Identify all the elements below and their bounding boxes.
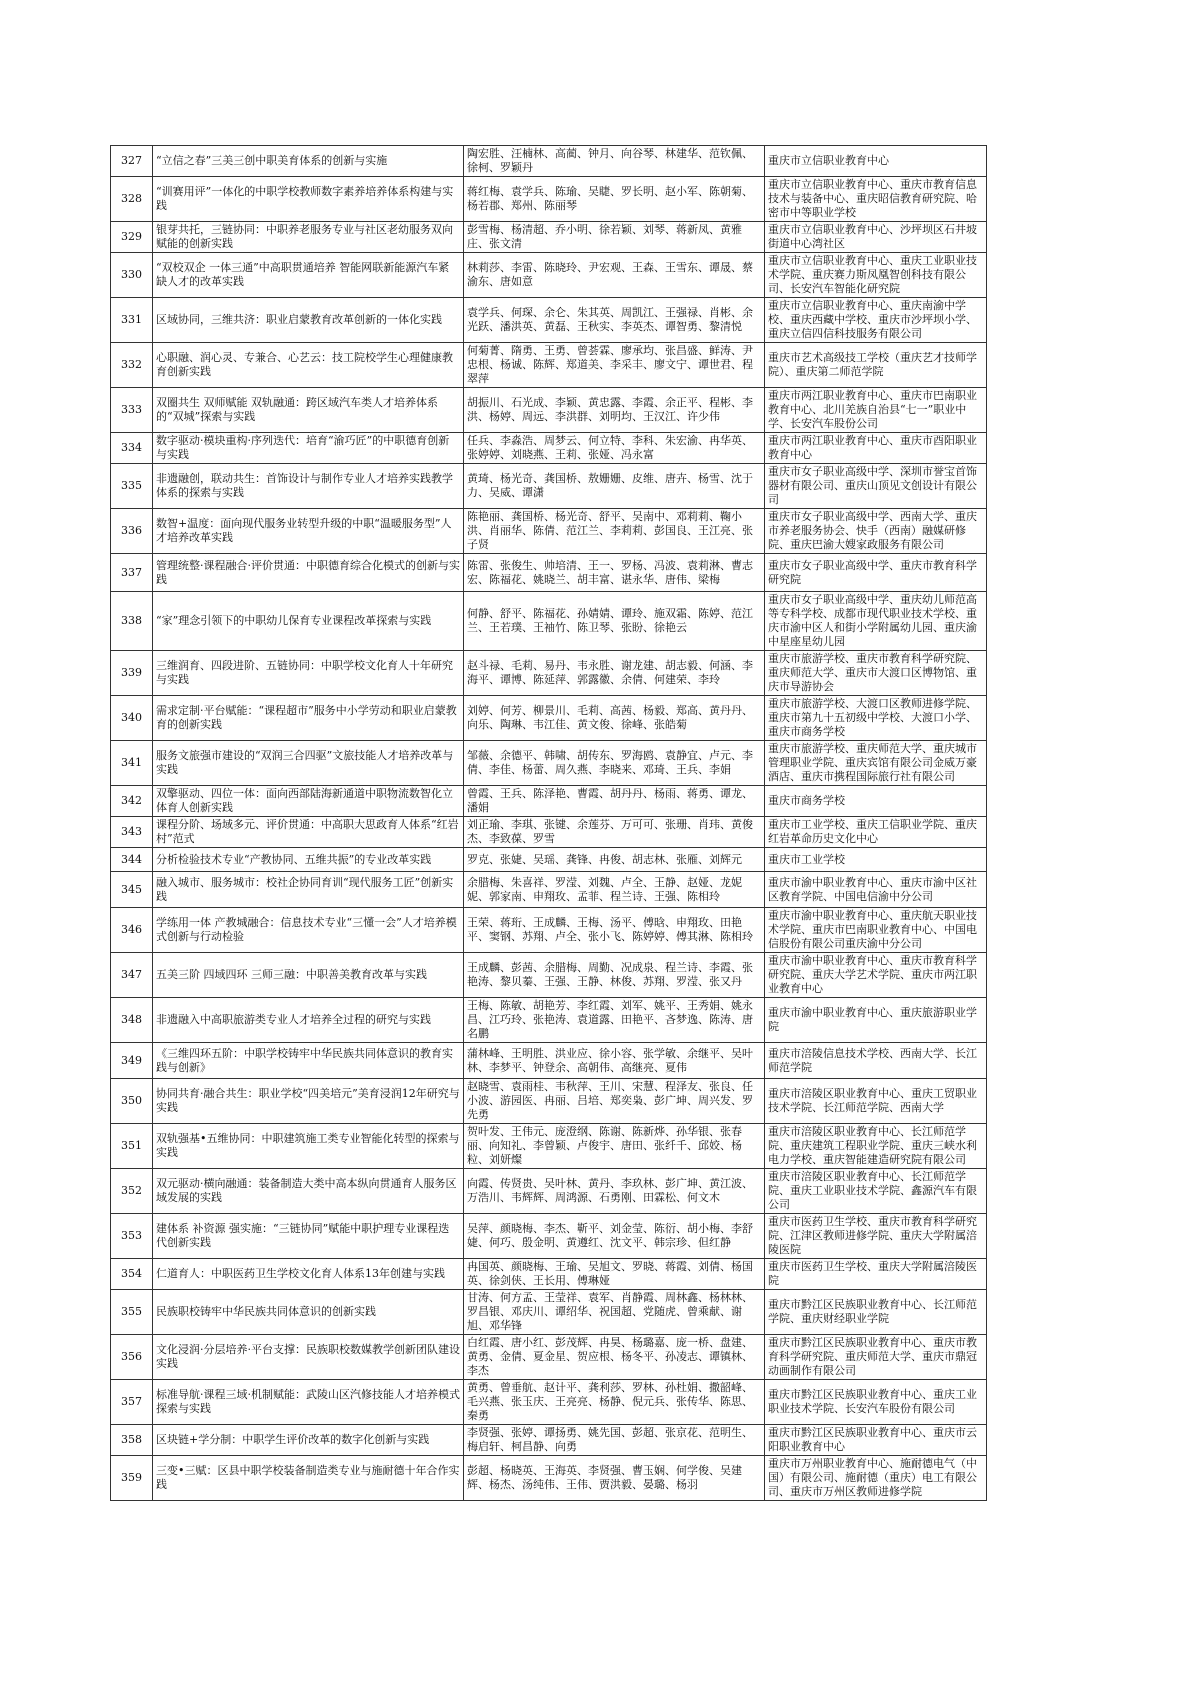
completing-units: 重庆市渝中职业教育中心、重庆航天职业技术学院、重庆市巴南职业教育中心、中国电信股份有限公司重庆渝中分公司 (768, 909, 977, 950)
project-title-cell (153, 998, 464, 1043)
project-title-cell (153, 786, 464, 817)
row-number-cell (111, 177, 153, 222)
team-members: 罗克、张婕、吴瑶、龚锋、冉俊、胡志林、张雁、刘辉元 (467, 852, 742, 866)
project-title: “立信之春”三美三创中职美育体系的创新与实施 (156, 154, 388, 167)
team-members-cell (464, 298, 765, 343)
results-table (110, 145, 987, 1501)
team-members: 陈艳丽、龚国桥、杨光奇、舒平、吴南中、邓莉莉、鞠小洪、肖丽华、陈倩、范江兰、李莉莉、彭国良、王江亮、张子贤 (467, 510, 753, 551)
completing-units: 重庆市艺术高级技工学校（重庆艺才技师学院）、重庆第二师范学院 (768, 351, 977, 378)
row-number: 334 (121, 441, 142, 454)
completing-units-cell (765, 741, 987, 786)
team-members-cell (464, 1043, 765, 1079)
row-number: 346 (121, 923, 142, 936)
team-members-cell (464, 848, 765, 872)
project-title: 五美三阶 四域四环 三师三融：中职善美教育改革与实践 (156, 968, 427, 981)
completing-units: 重庆市商务学校 (768, 794, 845, 807)
completing-units-cell (765, 1259, 987, 1290)
row-number-cell (111, 592, 153, 651)
completing-units-cell (765, 1169, 987, 1214)
row-number-cell (111, 298, 153, 343)
table-row (111, 953, 987, 998)
table-row (111, 998, 987, 1043)
row-number: 329 (121, 230, 142, 243)
completing-units-cell (765, 433, 987, 464)
team-members: 任兵、李淼浩、周梦云、何立特、李科、朱宏渝、冉华英、张婷婷、刘晓燕、王莉、张娅、冯永富 (467, 434, 753, 461)
completing-units: 重庆市女子职业高级中学、深圳市誉宝首饰器材有限公司、重庆山顶见文创设计有限公司 (768, 465, 977, 506)
team-members: 陶宏胜、汪楠林、高蔺、钟月、向谷琴、林建华、范钦佩、徐柯、罗颖丹 (467, 147, 753, 174)
team-members: 曾霞、王兵、陈泽艳、曹霞、胡丹丹、杨雨、蒋勇、谭龙、潘娟 (467, 787, 753, 814)
completing-units-cell (765, 1043, 987, 1079)
team-members: 赵晓雪、袁雨桂、韦秋萍、王川、宋慧、程泽友、张良、任小波、游园医、冉丽、吕培、郑奕枭、彭广坤、周兴发、罗先勇 (467, 1080, 753, 1121)
row-number-cell (111, 222, 153, 253)
team-members-cell (464, 953, 765, 998)
completing-units: 重庆市工业学校 (768, 852, 845, 866)
row-number: 348 (121, 1013, 142, 1026)
project-title-cell (153, 696, 464, 741)
team-members-cell (464, 1079, 765, 1124)
team-members: 何菊菁、隋勇、王勇、曾荟霖、廖承均、张昌盛、鲜涛、尹忠根、杨诚、陈辉、郑道美、李采丰、廖文宁、谭世君、程翠萍 (467, 344, 753, 385)
project-title: 心职融、润心灵、专兼合、心艺云：技工院校学生心理健康教育创新实践 (156, 351, 453, 378)
project-title-cell (153, 146, 464, 177)
row-number: 359 (121, 1471, 142, 1484)
completing-units: 重庆市立信职业教育中心、重庆市教育信息技术与装备中心、重庆昭信教育研究院、哈密市中等职业学校 (768, 178, 977, 219)
row-number-cell (111, 1335, 153, 1380)
table-row (111, 1169, 987, 1214)
table-row (111, 741, 987, 786)
row-number-cell (111, 343, 153, 388)
table-row (111, 554, 987, 592)
project-title: 双擎驱动、四位一体：面向西部陆海新通道中职物流数智化立体育人创新实践 (156, 787, 453, 814)
project-title-cell (153, 741, 464, 786)
row-number-cell (111, 554, 153, 592)
project-title: 民族职校铸牢中华民族共同体意识的创新实践 (156, 1305, 376, 1318)
project-title-cell (153, 953, 464, 998)
project-title: “训赛用评”一体化的中职学校教师数字素养培养体系构建与实践 (156, 185, 454, 212)
project-title-cell (153, 1214, 464, 1259)
project-title-cell (153, 817, 464, 848)
table-row (111, 433, 987, 464)
table-row (111, 1380, 987, 1425)
completing-units-cell (765, 1335, 987, 1380)
row-number: 337 (121, 565, 142, 579)
table-row (111, 1214, 987, 1259)
row-number: 354 (121, 1267, 142, 1280)
completing-units-cell (765, 177, 987, 222)
table-row (111, 848, 987, 872)
completing-units-cell (765, 1425, 987, 1456)
completing-units: 重庆市工业学校、重庆工信职业学院、重庆红岩革命历史文化中心 (768, 818, 977, 845)
completing-units-cell (765, 554, 987, 592)
team-members-cell (464, 786, 765, 817)
project-title: 服务文旅强市建设的“双润三合四驱”文旅技能人才培养改革与实践 (156, 749, 454, 776)
row-number-cell (111, 1079, 153, 1124)
row-number-cell (111, 1169, 153, 1214)
project-title: 三维润育、四段进阶、五链协同：中职学校文化育人十年研究与实践 (156, 659, 453, 686)
completing-units-cell (765, 1290, 987, 1335)
project-title: 建体系 补资源 强实施：“三链协同”赋能中职护理专业课程迭代创新实践 (156, 1222, 450, 1249)
project-title-cell (153, 1124, 464, 1169)
team-members: 黄琦、杨光奇、龚国桥、敖姗姗、皮维、唐卉、杨雪、沈于力、吴威、谭潇 (467, 472, 753, 499)
row-number: 345 (121, 882, 142, 896)
team-members-cell (464, 1290, 765, 1335)
team-members: 吴萍、颜晓梅、李杰、靳平、刘金莹、陈衍、胡小梅、李舒婕、何巧、殷金明、黄遵红、沈文平、韩宗珍、但红静 (467, 1222, 753, 1249)
project-title: 双轨强基•五维协同：中职建筑施工类专业智能化转型的探索与实践 (156, 1132, 460, 1159)
project-title: 非遗融入中高职旅游类专业人才培养全过程的研究与实践 (156, 1013, 431, 1026)
team-members-cell (464, 433, 765, 464)
team-members: 何静、舒平、陈福花、孙婧婧、谭玲、施双霜、陈婷、范江兰、王若璞、王袖竹、陈卫琴、张盼、徐艳云 (467, 607, 753, 634)
completing-units-cell (765, 464, 987, 509)
completing-units: 重庆市黔江区民族职业教育中心、重庆市云阳职业教育中心 (768, 1426, 977, 1453)
completing-units: 重庆市旅游学校、重庆市教育科学研究院、重庆师范大学、重庆市大渡口区博物馆、重庆市导游协会 (768, 652, 977, 693)
project-title: “家”理念引领下的中职幼儿保育专业课程改革探索与实践 (156, 614, 432, 627)
completing-units: 重庆市女子职业高级中学、重庆幼儿师范高等专科学校、成都市现代职业技术学校、重庆市渝中区人和街小学附属幼儿园、重庆渝中星座星幼儿园 (768, 593, 977, 648)
team-members-cell (464, 1124, 765, 1169)
completing-units: 重庆市旅游学校、大渡口区教师进修学院、重庆市第九十五初级中学校、大渡口小学、重庆市商务学校 (768, 697, 977, 738)
team-members-cell (464, 741, 765, 786)
completing-units-cell (765, 592, 987, 651)
project-title-cell (153, 177, 464, 222)
team-members-cell (464, 908, 765, 953)
team-members-cell (464, 146, 765, 177)
completing-units-cell (765, 343, 987, 388)
completing-units: 重庆市渝中职业教育中心、重庆市教育科学研究院、重庆大学艺术学院、重庆市两江职业教育中心 (768, 954, 977, 995)
completing-units-cell (765, 998, 987, 1043)
project-title: 协同共育·融合共生：职业学校“四美培元”美育浸润12年研究与实践 (156, 1087, 460, 1114)
row-number-cell (111, 146, 153, 177)
completing-units: 重庆市渝中职业教育中心、重庆市渝中区社区教育学院、中国电信渝中分公司 (768, 875, 977, 903)
row-number-cell (111, 433, 153, 464)
table-row (111, 696, 987, 741)
row-number-cell (111, 651, 153, 696)
project-title: 非遗融创，联动共生：首饰设计与制作专业人才培养实践教学体系的探索与实践 (156, 472, 453, 499)
project-title: 数智+温度：面向现代服务业转型升级的中职“温暖服务型”人才培养改革实践 (156, 517, 452, 544)
row-number: 341 (121, 756, 142, 769)
completing-units: 重庆市女子职业高级中学、重庆市教育科学研究院 (768, 558, 977, 586)
project-title: 三变•三赋：区县中职学校装备制造类专业与施耐德十年合作实践 (156, 1464, 460, 1491)
row-number: 351 (121, 1139, 142, 1152)
project-title: 标准导航·课程三域·机制赋能：武陵山区汽修技能人才培养模式探索与实践 (156, 1388, 460, 1415)
team-members-cell (464, 1456, 765, 1501)
row-number: 330 (121, 268, 142, 281)
completing-units-cell (765, 298, 987, 343)
project-title: 银芽共托，三链协同：中职养老服务专业与社区老幼服务双向赋能的创新实践 (156, 223, 453, 250)
project-title-cell (153, 1290, 464, 1335)
team-members: 陈雷、张俊生、帅培清、王一、罗杨、冯波、袁莉淋、曹志宏、陈福花、姚晓兰、胡丰富、谌永华、唐伟、梁梅 (467, 558, 753, 586)
team-members: 蒲林峰、王明胜、洪业应、徐小容、张学敏、余继平、吴叶林、李梦平、钟登余、高朝伟、高继亮、夏伟 (467, 1046, 753, 1074)
table-row (111, 1043, 987, 1079)
project-title: 区块链+学分制：中职学生评价改革的数字化创新与实践 (156, 1433, 430, 1446)
project-title-cell (153, 343, 464, 388)
table-row (111, 222, 987, 253)
project-title: 需求定制·平台赋能：“课程超市”服务中小学劳动和职业启蒙教育的创新实践 (156, 704, 457, 731)
row-number: 355 (121, 1305, 142, 1318)
team-members-cell (464, 592, 765, 651)
completing-units-cell (765, 1456, 987, 1501)
team-members: 甘涛、何方孟、王莹祥、袁军、肖静霞、周林鑫、杨林林、罗昌银、邓庆川、谭绍华、祝国超、党随虎、曾乘献、谢旭、邓华锋 (467, 1291, 753, 1332)
team-members: 邹薇、余德平、韩啸、胡传东、罗海鸥、袁静宜、卢元、李倩、李佳、杨蕾、周久燕、李晓来、邓琦、王兵、李娟 (467, 749, 753, 776)
team-members: 王梅、陈敏、胡艳芳、李红霞、刘军、姚平、王秀娟、姚永昌、江巧玲、张艳涛、袁道露、田艳平、吝梦逸、陈涛、唐名鹏 (467, 999, 753, 1040)
row-number-cell (111, 1380, 153, 1425)
team-members-cell (464, 817, 765, 848)
project-title-cell (153, 1335, 464, 1380)
row-number-cell (111, 1259, 153, 1290)
project-title-cell (153, 253, 464, 298)
completing-units: 重庆市立信职业教育中心、重庆工业职业技术学院、重庆赛力斯凤凰智创科技有限公司、长安汽车智能化研究院 (768, 254, 977, 295)
project-title: 文化浸润·分层培养·平台支撑：民族职校数媒教学创新团队建设实践 (156, 1343, 460, 1370)
team-members: 刘正瑜、李琪、张键、余莲芬、万可可、张珊、肖玮、黄俊杰、李致葆、罗雪 (467, 818, 753, 845)
row-number: 332 (121, 358, 142, 371)
row-number: 338 (121, 614, 142, 627)
row-number-cell (111, 1214, 153, 1259)
row-number: 349 (121, 1053, 142, 1067)
project-title-cell (153, 464, 464, 509)
row-number: 352 (121, 1184, 142, 1197)
completing-units: 重庆市黔江区民族职业教育中心、长江师范学院、重庆财经职业学院 (768, 1298, 977, 1325)
row-number: 350 (121, 1094, 142, 1107)
team-members: 王荣、蒋珩、王成麟、王梅、汤平、傅晗、申翔玫、田艳平、窦钢、苏翔、卢全、张小飞、陈婷婷、傅其淋、陈相玲 (467, 916, 753, 943)
team-members: 彭雪梅、杨清超、乔小明、徐若颖、刘琴、蒋新凤、黄雅庄、张文清 (467, 223, 742, 250)
team-members-cell (464, 253, 765, 298)
table-row (111, 464, 987, 509)
project-title: 学练用一体 产教城融合：信息技术专业“三懂一会”人才培养模式创新与行动检验 (156, 916, 457, 943)
team-members-cell (464, 177, 765, 222)
project-title-cell (153, 1079, 464, 1124)
row-number-cell (111, 817, 153, 848)
table-row (111, 817, 987, 848)
project-title-cell (153, 908, 464, 953)
project-title-cell (153, 1259, 464, 1290)
table-row (111, 1290, 987, 1335)
project-title: 双圈共生 双师赋能 双轨融通：跨区域汽车类人才培养体系的“双城”探索与实践 (156, 396, 438, 423)
team-members: 林莉莎、李雷、陈晓玲、尹宏观、王森、王雪东、谭晟、蔡渝东、唐如意 (467, 261, 753, 288)
row-number: 343 (121, 825, 142, 838)
table-row (111, 298, 987, 343)
row-number: 328 (121, 192, 142, 205)
row-number: 336 (121, 524, 142, 537)
completing-units-cell (765, 1124, 987, 1169)
team-members: 彭超、杨晓英、王海英、李贤强、曹玉娴、何学俊、吴建辉、杨杰、汤纯伟、王伟、贾洪毅、晏璐、杨羽 (467, 1464, 742, 1491)
row-number-cell (111, 1124, 153, 1169)
project-title-cell (153, 222, 464, 253)
row-number: 333 (121, 403, 142, 416)
table-row (111, 1335, 987, 1380)
project-title-cell (153, 592, 464, 651)
completing-units-cell (765, 146, 987, 177)
row-number-cell (111, 953, 153, 998)
project-title: 融入城市、服务城市：校社企协同育训“现代服务工匠”创新实践 (156, 875, 454, 903)
completing-units: 重庆市立信职业教育中心 (768, 154, 889, 167)
team-members-cell (464, 1214, 765, 1259)
completing-units-cell (765, 696, 987, 741)
row-number: 356 (121, 1350, 142, 1363)
team-members-cell (464, 343, 765, 388)
table-row (111, 592, 987, 651)
completing-units-cell (765, 509, 987, 554)
project-title: 数字驱动·模块重构·序列迭代：培育“渝巧匠”的中职德育创新与实践 (156, 434, 450, 461)
table-row (111, 1425, 987, 1456)
team-members-cell (464, 651, 765, 696)
project-title-cell (153, 651, 464, 696)
project-title: 区域协同，三维共济：职业启蒙教育改革创新的一体化实践 (156, 313, 442, 326)
row-number: 327 (121, 154, 142, 167)
completing-units: 重庆市医药卫生学校、重庆市教育科学研究院、江津区教师进修学院、重庆大学附属涪陵医院 (768, 1215, 977, 1256)
row-number-cell (111, 1043, 153, 1079)
row-number: 358 (121, 1433, 142, 1446)
project-title-cell (153, 1456, 464, 1501)
row-number-cell (111, 786, 153, 817)
row-number-cell (111, 741, 153, 786)
row-number-cell (111, 1290, 153, 1335)
project-title: 《三维四环五阶：中职学校铸牢中华民族共同体意识的教育实践与创新》 (156, 1046, 453, 1074)
team-members: 蒋红梅、袁学兵、陈瑜、吴睫、罗长明、赵小军、陈朝菊、杨若郡、郑州、陈丽琴 (467, 185, 753, 212)
team-members: 王成麟、彭茜、余腊梅、周勤、况成泉、程兰诗、李霞、张艳涛、黎贝蓁、王强、王静、林俊、苏翔、罗滢、张又丹 (467, 961, 753, 988)
team-members: 李贤强、张婷、谭扬勇、姚先国、彭超、张京花、范明生、梅启轩、柯昌静、向勇 (467, 1426, 753, 1453)
completing-units: 重庆市万州职业教育中心、施耐德电气（中国）有限公司、施耐德（重庆）电工有限公司、重庆市万州区教师进修学院 (768, 1457, 977, 1498)
completing-units-cell (765, 848, 987, 872)
row-number-cell (111, 848, 153, 872)
project-title-cell (153, 433, 464, 464)
project-title-cell (153, 1425, 464, 1456)
row-number: 335 (121, 479, 142, 492)
completing-units-cell (765, 253, 987, 298)
completing-units: 重庆市旅游学校、重庆师范大学、重庆城市管理职业学院、重庆宾馆有限公司金威万豪酒店、重庆市携程国际旅行社有限公司 (768, 742, 977, 783)
completing-units-cell (765, 786, 987, 817)
team-members: 黄勇、曾垂航、赵计平、龚利莎、罗林、孙杜娟、撒韶峰、毛兴燕、张玉庆、王亮亮、杨静、倪元兵、张传华、陈思、秦勇 (467, 1381, 753, 1422)
table-row (111, 343, 987, 388)
team-members-cell (464, 388, 765, 433)
table-row (111, 786, 987, 817)
completing-units-cell (765, 388, 987, 433)
row-number-cell (111, 253, 153, 298)
table-body (111, 146, 987, 1501)
table-row (111, 1456, 987, 1501)
completing-units: 重庆市立信职业教育中心、重庆南渝中学校、重庆西藏中学校、重庆市沙坪坝小学、重庆立信四信科技服务有限公司 (768, 299, 977, 340)
team-members: 冉国英、颜晓梅、王瑜、吴旭文、罗晓、蒋霞、刘倩、杨国英、徐剑侠、王长用、傅琳娅 (467, 1260, 753, 1287)
row-number: 342 (121, 794, 142, 807)
project-title: 双元驱动·横向融通：装备制造大类中高本纵向贯通育人服务区域发展的实践 (156, 1177, 457, 1204)
team-members: 余腊梅、朱喜祥、罗滢、刘魏、卢全、王静、赵娅、龙妮妮、郭家南、申翔玫、孟菲、程兰诗、王强、陈相玲 (467, 875, 742, 903)
row-number-cell (111, 509, 153, 554)
project-title: 课程分阶、场域多元、评价贯通：中高职大思政育人体系“红岩村”范式 (156, 818, 459, 845)
completing-units: 重庆市涪陵区职业教育中心、长江师范学院、重庆建筑工程职业学院、重庆三峡水利电力学校、重庆智能建造研究院有限公司 (768, 1125, 977, 1166)
project-title-cell (153, 298, 464, 343)
table-row (111, 253, 987, 298)
team-members: 赵斗禄、毛莉、易丹、韦永胜、谢龙建、胡志毅、何涵、李海平、谭博、陈延萍、郭露徽、余倩、何建荣、李玲 (467, 659, 753, 686)
row-number-cell (111, 908, 153, 953)
team-members: 胡振川、石光成、李颖、黄忠露、李霞、余正平、程彬、李洪、杨婷、周远、李洪群、刘明均、王汉江、许少伟 (467, 396, 753, 423)
row-number: 357 (121, 1395, 142, 1408)
project-title-cell (153, 1169, 464, 1214)
team-members-cell (464, 872, 765, 908)
project-title-cell (153, 848, 464, 872)
completing-units: 重庆市涪陵区职业教育中心、重庆工贸职业技术学院、长江师范学院、西南大学 (768, 1087, 977, 1114)
team-members-cell (464, 1335, 765, 1380)
project-title-cell (153, 1043, 464, 1079)
team-members-cell (464, 509, 765, 554)
row-number: 340 (121, 711, 142, 724)
completing-units: 重庆市涪陵区职业教育中心、长江师范学院、重庆工业职业技术学院、鑫源汽车有限公司 (768, 1170, 977, 1211)
table-row (111, 872, 987, 908)
project-title-cell (153, 388, 464, 433)
team-members-cell (464, 696, 765, 741)
team-members-cell (464, 554, 765, 592)
project-title: 分析检验技术专业“产教协同、五维共振”的专业改革实践 (156, 852, 432, 866)
completing-units-cell (765, 872, 987, 908)
table-row (111, 177, 987, 222)
team-members: 刘婷、何芳、柳景川、毛莉、高茜、杨毅、郑高、黄丹丹、向乐、陶琳、韦江佳、黄文俊、徐峰、张皓菊 (467, 704, 753, 731)
project-title-cell (153, 1380, 464, 1425)
completing-units-cell (765, 651, 987, 696)
team-members-cell (464, 1380, 765, 1425)
completing-units-cell (765, 1079, 987, 1124)
completing-units: 重庆市黔江区民族职业教育中心、重庆市教育科学研究院、重庆师范大学、重庆市鼎冠动画制作有限公司 (768, 1336, 977, 1377)
project-title: 仁道育人：中职医药卫生学校文化育人体系13年创建与实践 (156, 1267, 445, 1280)
row-number-cell (111, 388, 153, 433)
row-number: 344 (121, 852, 142, 866)
completing-units: 重庆市立信职业教育中心、沙坪坝区石井坡街道中心湾社区 (768, 223, 977, 250)
completing-units-cell (765, 817, 987, 848)
completing-units: 重庆市渝中职业教育中心、重庆旅游职业学院 (768, 1006, 977, 1033)
project-title: 管理统整·课程融合·评价贯通：中职德育综合化模式的创新与实践 (156, 558, 460, 586)
completing-units-cell (765, 1214, 987, 1259)
team-members-cell (464, 1425, 765, 1456)
completing-units: 重庆市女子职业高级中学、西南大学、重庆市养老服务协会、快手（西南）融媒研修院、重庆巴渝大嫂家政服务有限公司 (768, 510, 977, 551)
completing-units: 重庆市黔江区民族职业教育中心、重庆工业职业技术学院、长安汽车股份有限公司 (768, 1388, 977, 1415)
table-row (111, 1079, 987, 1124)
team-members-cell (464, 222, 765, 253)
row-number-cell (111, 872, 153, 908)
table-row (111, 146, 987, 177)
team-members-cell (464, 464, 765, 509)
completing-units: 重庆市两江职业教育中心、重庆市酉阳职业教育中心 (768, 434, 977, 461)
team-members-cell (464, 998, 765, 1043)
completing-units-cell (765, 222, 987, 253)
row-number-cell (111, 1456, 153, 1501)
table-row (111, 908, 987, 953)
team-members: 白红霞、唐小红、彭茂辉、冉昊、杨璐嘉、庞一桥、盘建、黄勇、金倩、夏金星、贺应根、杨冬平、孙凌志、谭镇林、李杰 (467, 1336, 753, 1377)
team-members: 贺叶发、王伟元、庞澄纲、陈谢、陈新烨、孙华银、张春丽、向知礼、李曾颖、卢俊宇、唐田、张纤千、邱姣、杨粒、刘妍燦 (467, 1125, 742, 1166)
table-row (111, 651, 987, 696)
row-number-cell (111, 998, 153, 1043)
row-number: 347 (121, 968, 142, 981)
completing-units: 重庆市医药卫生学校、重庆大学附属涪陵医院 (768, 1260, 977, 1287)
row-number-cell (111, 696, 153, 741)
table-row (111, 388, 987, 433)
completing-units-cell (765, 953, 987, 998)
row-number-cell (111, 1425, 153, 1456)
row-number: 339 (121, 666, 142, 679)
completing-units: 重庆市涪陵信息技术学校、西南大学、长江师范学院 (768, 1046, 977, 1074)
table-row (111, 509, 987, 554)
project-title-cell (153, 554, 464, 592)
completing-units-cell (765, 1380, 987, 1425)
completing-units: 重庆市两江职业教育中心、重庆市巴南职业教育中心、北川羌族自治县“七一”职业中学、长安汽车股份公司 (768, 389, 977, 430)
row-number-cell (111, 464, 153, 509)
project-title: “双校双企 一体三通”中高职贯通培养 智能网联新能源汽车紧缺人才的改革实践 (156, 261, 450, 288)
table-row (111, 1259, 987, 1290)
row-number: 331 (121, 313, 142, 326)
row-number: 353 (121, 1229, 142, 1242)
project-title-cell (153, 509, 464, 554)
team-members-cell (464, 1259, 765, 1290)
team-members-cell (464, 1169, 765, 1214)
project-title-cell (153, 872, 464, 908)
team-members: 袁学兵、何琛、余仑、朱其英、周凯江、王强禄、肖彬、余光跃、潘洪英、黄磊、王秋实、李英杰、谭智勇、黎清悦 (467, 306, 753, 333)
team-members: 向霞、传贤贵、吴叶林、黄丹、李玖林、彭广坤、黄江波、万浩川、韦辉辉、周鸿源、石勇刚、田霖松、何文木 (467, 1177, 753, 1204)
completing-units-cell (765, 908, 987, 953)
table-row (111, 1124, 987, 1169)
